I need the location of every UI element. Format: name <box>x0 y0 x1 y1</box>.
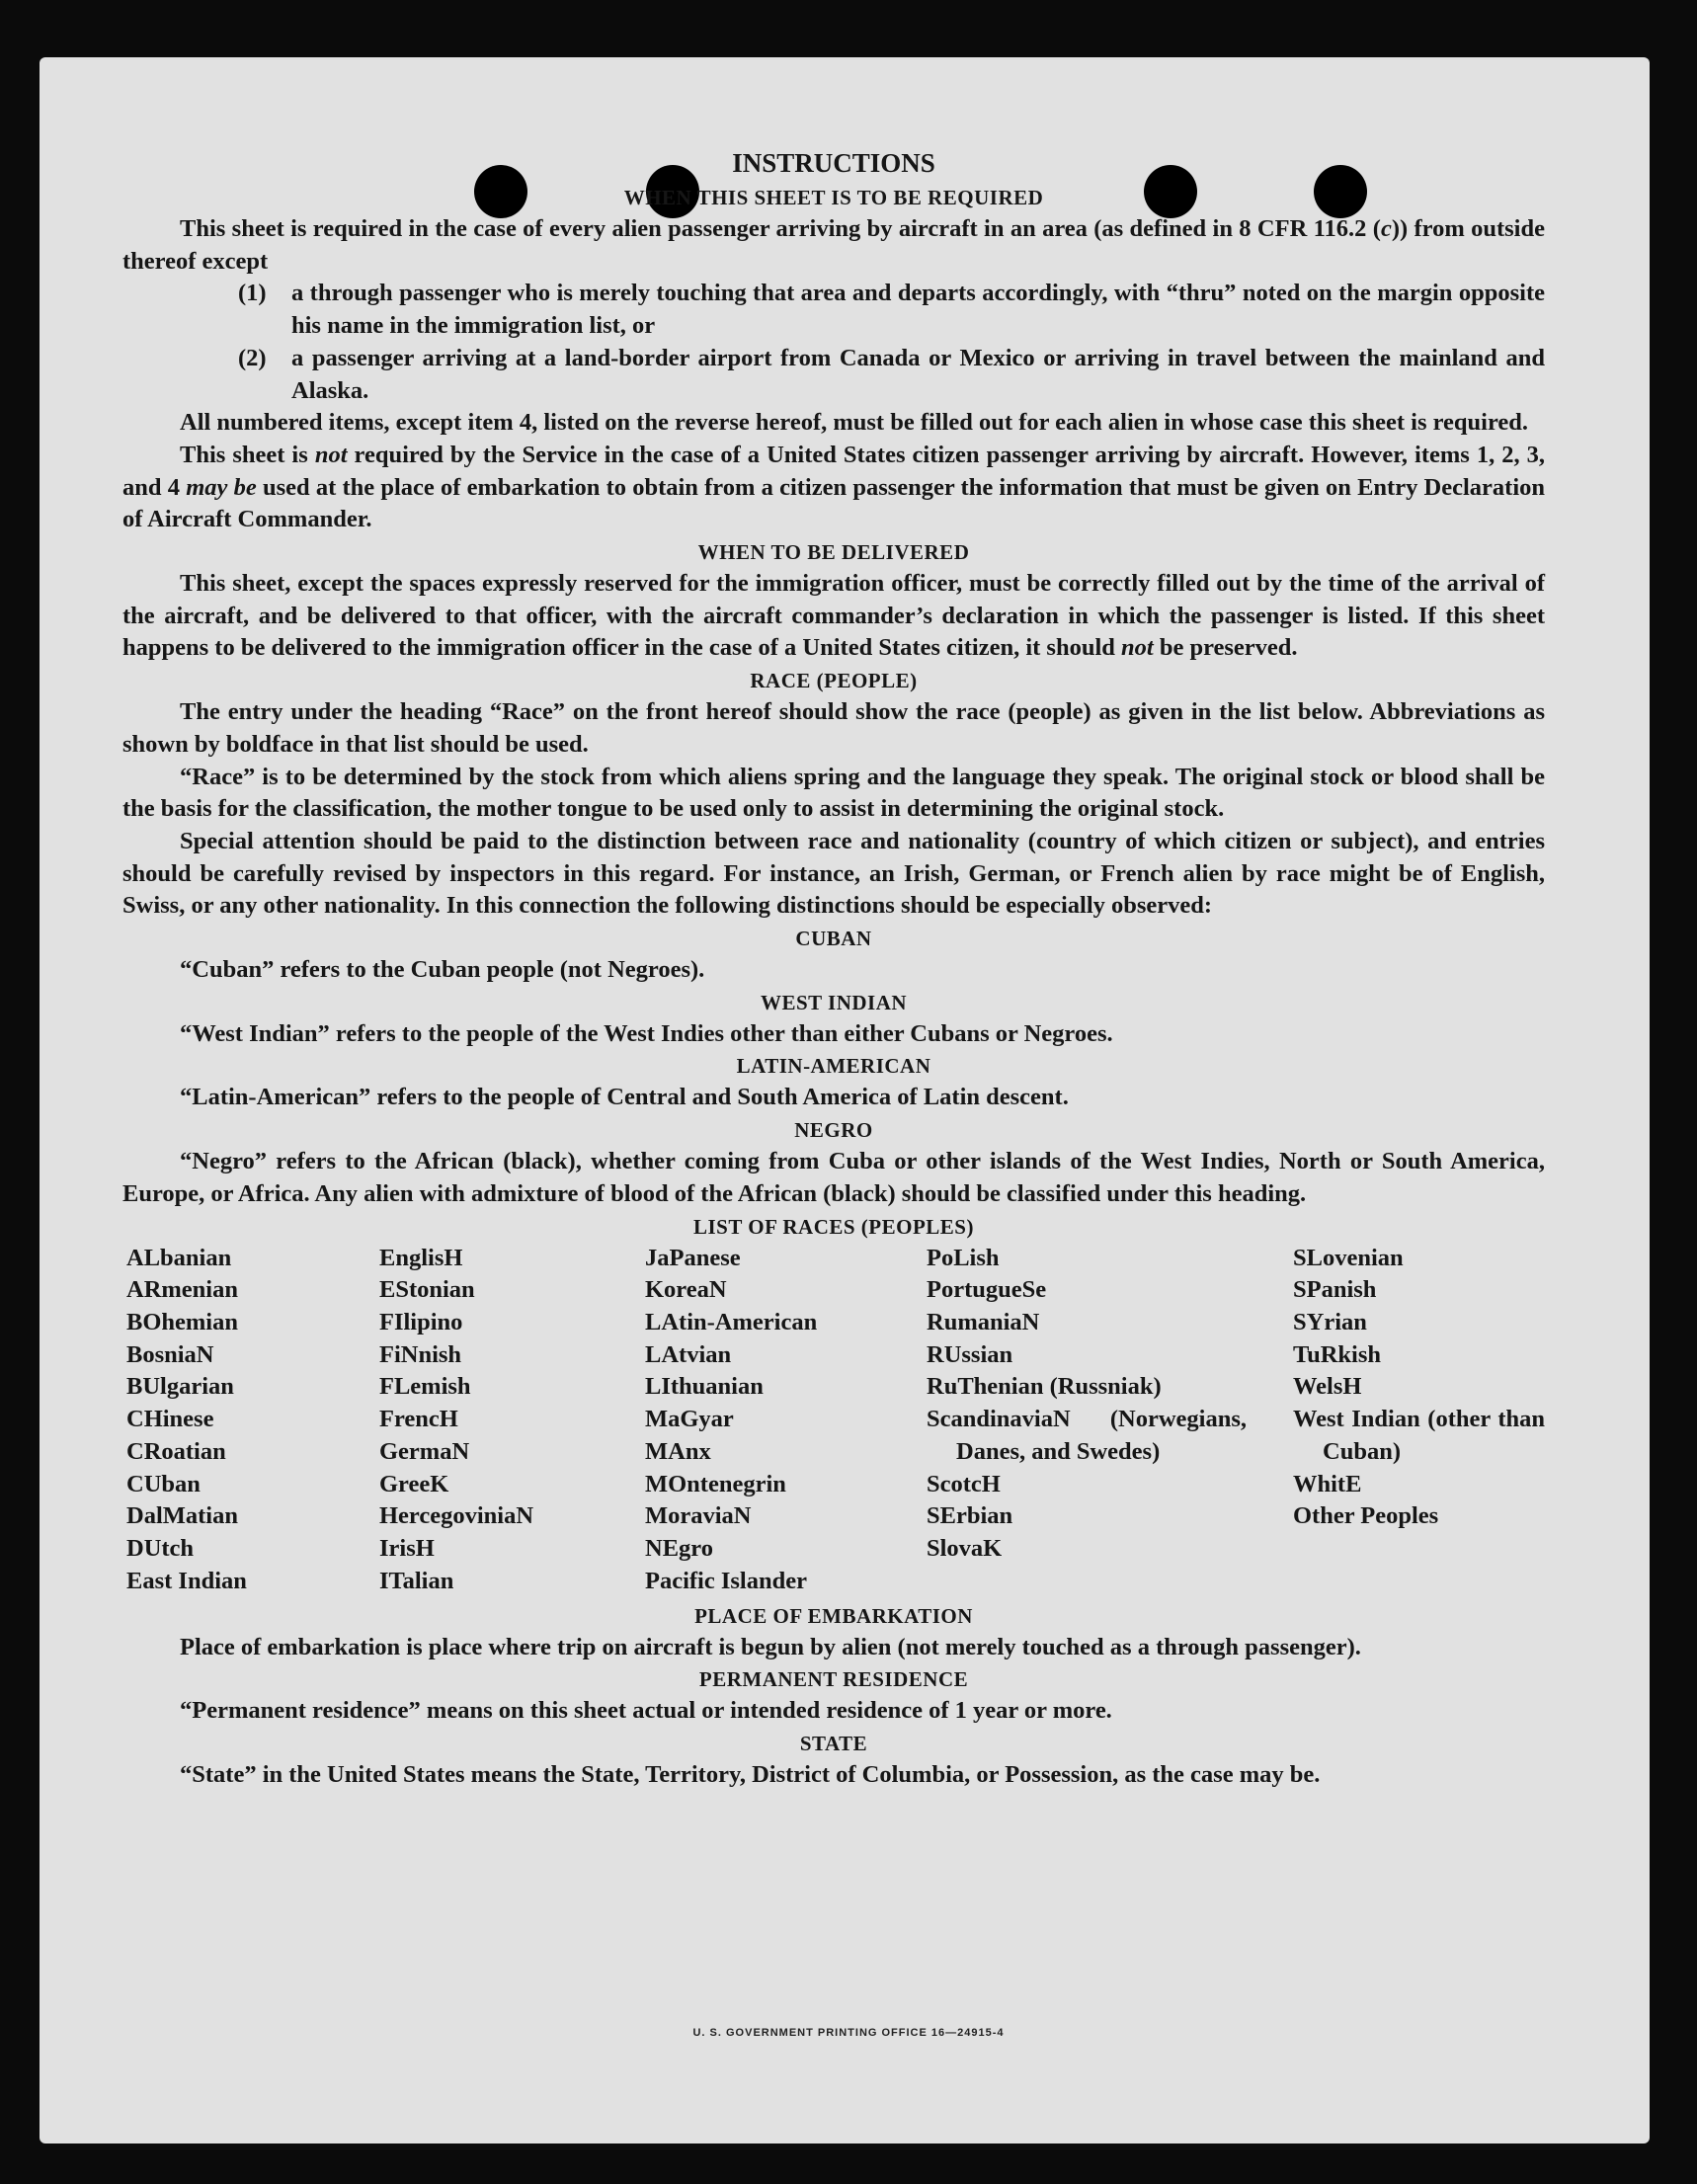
race-item: Other Peoples <box>1293 1502 1439 1530</box>
race-item: SYrian <box>1293 1308 1367 1335</box>
page-title: INSTRUCTIONS <box>732 148 935 178</box>
latin-american-paragraph: “Latin-American” refers to the people of Central and South America of Latin descent. <box>180 1084 1069 1111</box>
embarkation-paragraph: Place of embarkation is place where trip on aircraft is begun by alien (not merely touched as a through passenger). <box>180 1633 1361 1660</box>
exception-number: (2) <box>238 344 267 371</box>
race-item: ALbanian <box>126 1244 232 1271</box>
race-item: HercegoviniaN <box>379 1502 534 1530</box>
state-paragraph: “State” in the United States means the State, Territory, District of Columbia, or Possession, as the case may be. <box>180 1760 1321 1788</box>
race-item: CRoatian <box>126 1437 226 1465</box>
exception-text: a passenger arriving at a land-border airport from Canada or Mexico or arriving in travel between the mainland and Alaska. <box>291 344 1545 404</box>
section-heading-races-list: LIST OF RACES (PEOPLES) <box>693 1214 974 1239</box>
race-item: SErbian <box>927 1502 1013 1530</box>
race-item: SLovenian <box>1293 1244 1404 1271</box>
race-item: RUssian <box>927 1340 1013 1368</box>
race-item: NEgro <box>645 1534 713 1562</box>
race-paragraph-2: “Race” is to be determined by the stock from which aliens spring and the language they speak. The original stock or blood shall be the basis for the classification, the mother tongue to be used only to assist in determining the original stock. <box>122 763 1545 823</box>
race-item: CUban <box>126 1470 201 1497</box>
section-heading-race: RACE (PEOPLE) <box>750 669 918 693</box>
required-intro: This sheet is required in the case of every alien passenger arriving by aircraft in an area (as defined in 8 CFR 116.2 (c)) from outside thereof except <box>122 215 1545 275</box>
west-indian-paragraph: “West Indian” refers to the people of the West Indies other than either Cubans or Negroes. <box>180 1019 1113 1047</box>
exception-2 <box>238 343 1545 407</box>
race-item: FrencH <box>379 1406 458 1433</box>
section-heading-required: WHEN THIS SHEET IS TO BE REQUIRED <box>623 186 1044 209</box>
race-item: West Indian (other than Cuban) <box>1293 1406 1545 1465</box>
race-item: East Indian <box>126 1567 247 1594</box>
race-item: Pacific Islander <box>645 1567 807 1594</box>
race-paragraph-1: The entry under the heading “Race” on the front hereof should show the race (people) as given in the list below. Abbreviations as shown by boldface in that list should be used. <box>122 698 1545 758</box>
race-item: TuRkish <box>1293 1340 1382 1368</box>
exception-1 <box>238 278 1545 342</box>
race-item: LAtin-American <box>645 1308 818 1335</box>
race-paragraph-3: Special attention should be paid to the distinction between race and nationality (country of which citizen or subject), and entries should be carefully revised by inspectors in this regard. For instance, an Irish, German, or French alien by race might be of English, Swiss, or any other nationality. In this connection the following distinctions should be especially observed: <box>122 827 1545 920</box>
race-item: CHinese <box>126 1406 214 1433</box>
race-item: GreeK <box>379 1470 449 1497</box>
race-item: ScandinaviaN (Norwegians, Danes, and Swedes) <box>927 1406 1247 1465</box>
race-item: MOntenegrin <box>645 1470 786 1497</box>
citizen-paragraph: This sheet is not required by the Service in the case of a United States citizen passenger arriving by aircraft. However, items 1, 2, 3, and 4 may be used at the place of embarkation to obtain from a citizen passenger the information that must be given on Entry Declaration of Aircraft Commander. <box>122 441 1546 533</box>
race-item: EnglisH <box>379 1244 463 1271</box>
instructions-content <box>122 146 1545 1792</box>
race-item: MaGyar <box>645 1406 734 1433</box>
race-item: BUlgarian <box>126 1373 234 1401</box>
race-item: GermaN <box>379 1437 470 1465</box>
race-item: KoreaN <box>645 1276 727 1304</box>
race-item: ARmenian <box>126 1276 238 1304</box>
races-list <box>122 1243 1545 1600</box>
delivered-paragraph: This sheet, except the spaces expressly reserved for the immigration officer, must be correctly filled out by the time of the arrival of the aircraft, and be delivered to that officer, with the aircraft commander’s declaration in which the passenger is listed. If this sheet happens to be delivered to the immigration officer in the case of a United States citizen, it should not be preserved. <box>122 570 1545 662</box>
race-item: FiNnish <box>379 1340 462 1368</box>
race-item: PoLish <box>927 1244 1000 1271</box>
race-item: WhitE <box>1293 1470 1362 1497</box>
section-heading-west-indian: WEST INDIAN <box>760 990 908 1014</box>
race-item: MAnx <box>645 1437 711 1465</box>
section-heading-cuban: CUBAN <box>795 927 872 951</box>
section-heading-negro: NEGRO <box>794 1118 873 1143</box>
races-column-5 <box>1293 1243 1545 1533</box>
race-item: RumaniaN <box>927 1308 1040 1335</box>
exception-text: a through passenger who is merely touching that area and departs accordingly, with “thru” noted on the margin opposite his name in the immigration list, or <box>291 280 1545 340</box>
race-item: FIlipino <box>379 1308 463 1335</box>
race-item: RuThenian (Russniak) <box>927 1373 1162 1401</box>
race-item: EStonian <box>379 1276 475 1304</box>
race-item: DalMatian <box>126 1502 238 1530</box>
printing-office-footer: U. S. GOVERNMENT PRINTING OFFICE 16—24915-4 <box>692 2027 1005 2039</box>
race-item: DUtch <box>126 1534 195 1562</box>
section-heading-embarkation: PLACE OF EMBARKATION <box>694 1603 973 1628</box>
exception-number: (1) <box>238 280 267 307</box>
negro-paragraph: “Negro” refers to the African (black), whether coming from Cuba or other islands of the West Indies, North or South America, Europe, or Africa. Any alien with admixture of blood of the African (black) should be classified under this heading. <box>122 1148 1545 1207</box>
race-item: SlovaK <box>927 1534 1003 1562</box>
residence-paragraph: “Permanent residence” means on this sheet actual or intended residence of 1 year or more. <box>180 1697 1112 1725</box>
race-item: FLemish <box>379 1373 471 1401</box>
races-column-3 <box>645 1243 902 1598</box>
section-heading-delivered: WHEN TO BE DELIVERED <box>697 540 970 565</box>
race-item: IrisH <box>379 1534 435 1562</box>
numbered-items-paragraph: All numbered items, except item 4, listed on the reverse hereof, must be filled out for each alien in whose case this sheet is required. <box>180 409 1529 437</box>
races-column-1 <box>126 1243 354 1598</box>
race-item: MoraviaN <box>645 1502 752 1530</box>
race-item: ITalian <box>379 1567 454 1594</box>
section-heading-residence: PERMANENT RESIDENCE <box>698 1667 969 1692</box>
race-item: PortugueSe <box>927 1276 1047 1304</box>
race-item: ScotcH <box>927 1470 1001 1497</box>
race-item: JaPanese <box>645 1244 741 1271</box>
race-item: LIthuanian <box>645 1373 764 1401</box>
race-item: LAtvian <box>645 1340 732 1368</box>
race-item: SPanish <box>1293 1276 1377 1304</box>
race-item: BOhemian <box>126 1308 238 1335</box>
cuban-paragraph: “Cuban” refers to the Cuban people (not Negroes). <box>180 956 705 984</box>
races-column-4 <box>927 1243 1247 1566</box>
section-heading-state: STATE <box>799 1731 868 1755</box>
race-item: BosniaN <box>126 1340 214 1368</box>
section-heading-latin-american: LATIN-AMERICAN <box>736 1054 931 1079</box>
race-item: WelsH <box>1293 1373 1362 1401</box>
races-column-2 <box>379 1243 626 1598</box>
